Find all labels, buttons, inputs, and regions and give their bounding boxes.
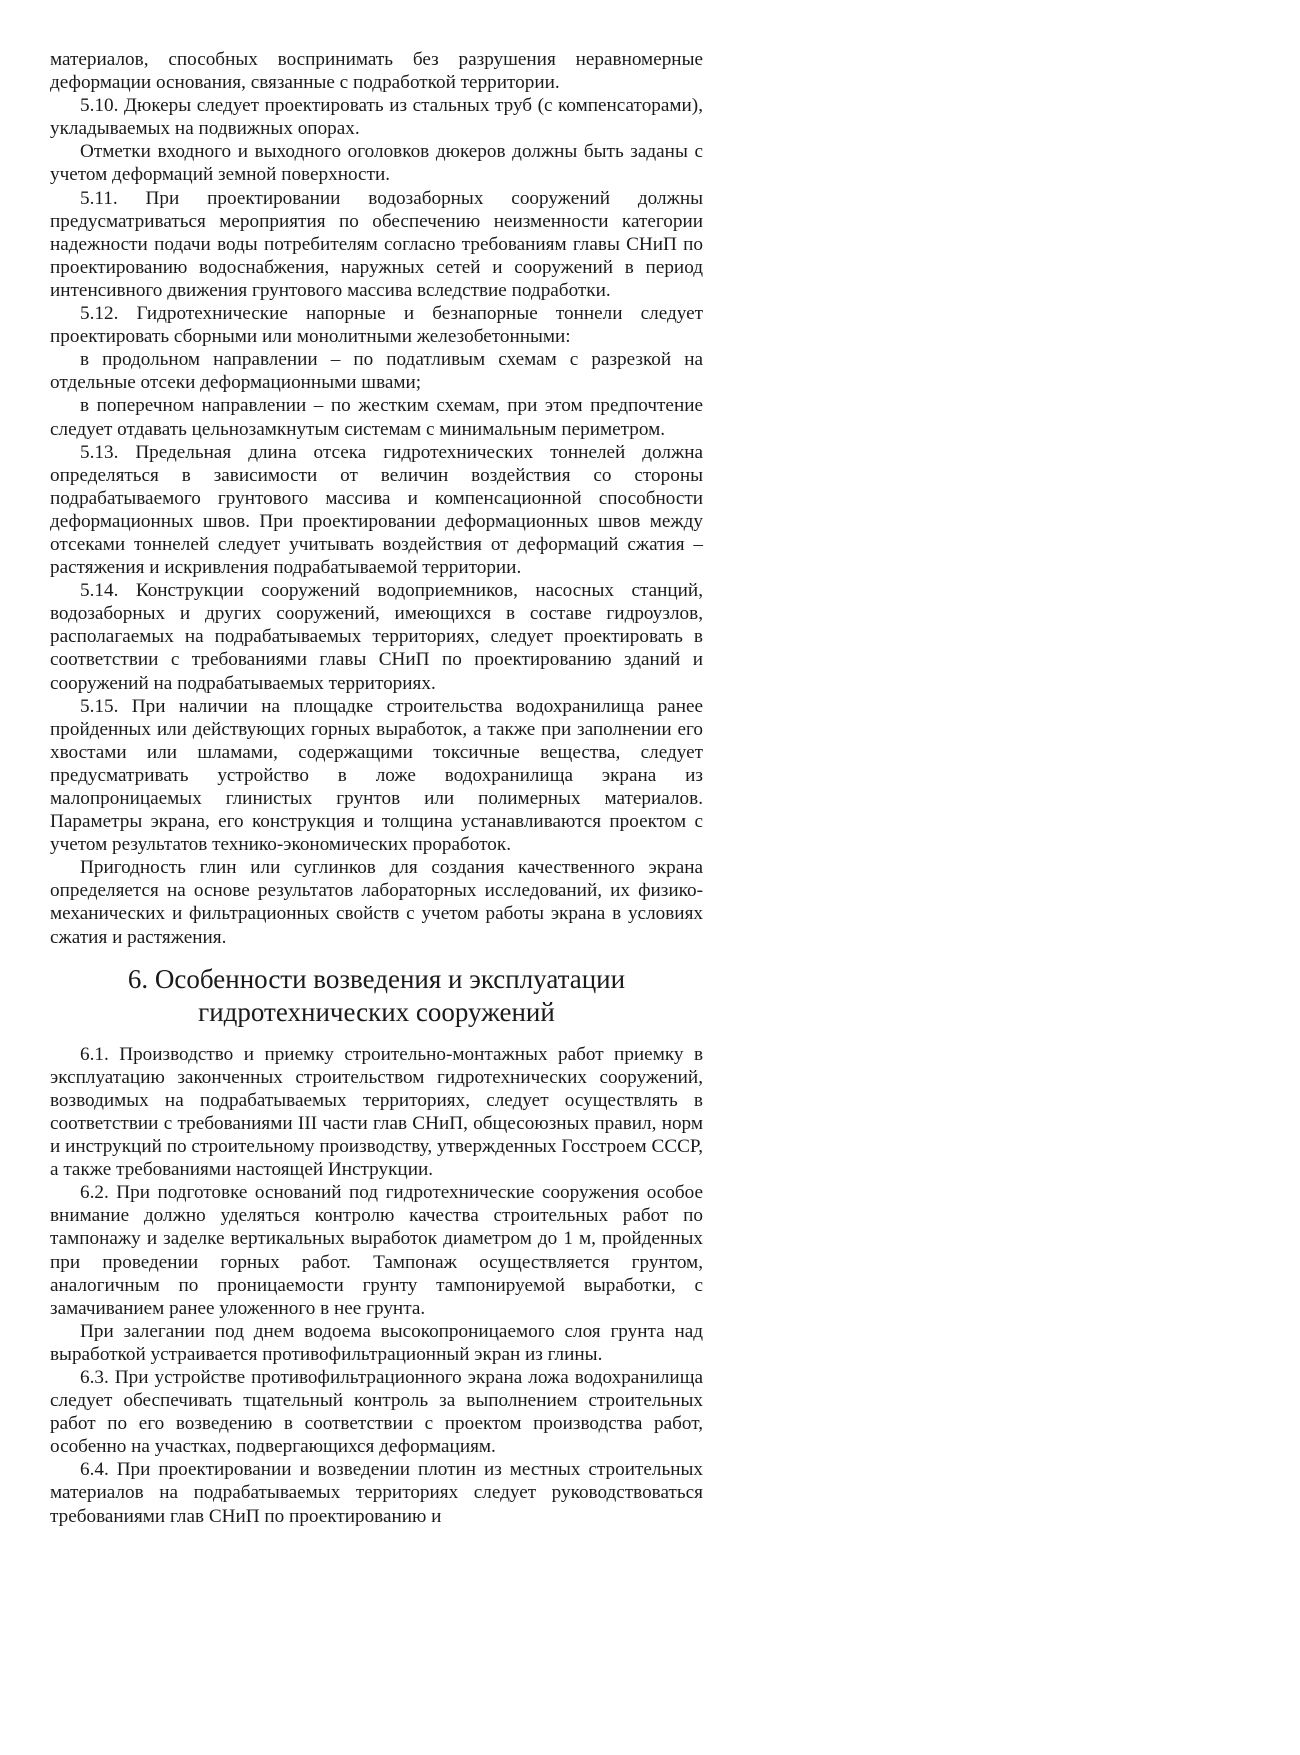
document-page <box>50 48 703 1528</box>
section-6-heading <box>50 963 703 1029</box>
paragraph: в продольном направлении – по податливым схемам с разрезкой на отдельные отсеки деформационными швами; <box>50 349 703 394</box>
paragraph: в поперечном направлении – по жестким схемам, при этом предпочтение следует отдавать цельнозамкнутым системам с минимальным периметром. <box>50 395 703 440</box>
paragraph: материалов, способных воспринимать без разрушения неравномерные деформации основания, связанные с подработкой территории. <box>50 49 703 94</box>
paragraph: 5.12. Гидротехнические напорные и безнапорные тоннели следует проектировать сборными или монолитными железобетонными: <box>50 303 703 348</box>
paragraph: 5.11. При проектировании водозаборных сооружений должны предусматриваться мероприятия по обеспечению неизменности категории надежности подачи воды потребителям согласно требованиям главы СНиП по проектированию водоснабжения, наружных сетей и сооружений в период интенсивного движения грунтового массива вследствие подработки. <box>50 187 703 301</box>
paragraph: 6.4. При проектировании и возведении плотин из местных строительных материалов на подрабатываемых территориях следует руководствоваться требованиями глав СНиП по проектированию и <box>50 1459 703 1527</box>
section-heading-line-2: гидротехнических сооружений <box>198 996 555 1027</box>
paragraph: 6.1. Производство и приемку строительно-монтажных работ приемку в эксплуатацию законченных строительством гидротехнических сооружений, возводимых на подрабатываемых территориях, следует осуществлять в соответствии с требованиями III части глав СНиП, общесоюзных правил, норм и инструкций по строительному производству, утвержденных Госстроем СССР, а также требованиями настоящей Инструкции. <box>50 1043 703 1181</box>
section-5-text <box>50 48 703 949</box>
paragraph: Пригодность глин или суглинков для создания качественного экрана определяется на основе результатов лабораторных исследований, их физико-механических и фильтрационных свойств с учетом работы экрана в условиях сжатия и растяжения. <box>50 857 703 948</box>
section-heading-line-1: 6. Особенности возведения и эксплуатации <box>127 963 626 994</box>
paragraph: 5.15. При наличии на площадке строительства водохранилища ранее пройденных или действующих горных выработок, а также при заполнении его хвостами или шламами, содержащими токсичные вещества, следует предусматривать устройство в ложе водохранилища экрана из малопроницаемых глинистых грунтов или полимерных материалов. Параметры экрана, его конструкция и толщина устанавливаются проектом с учетом результатов технико-экономических проработок. <box>50 695 703 856</box>
section-6-text <box>50 1043 703 1528</box>
paragraph: 6.3. При устройстве противофильтрационного экрана ложа водохранилища следует обеспечивать тщательный контроль за выполнением строительных работ по его возведению в соответствии с проектом производства работ, особенно на участках, подвергающихся деформациям. <box>50 1366 703 1458</box>
paragraph: 5.13. Предельная длина отсека гидротехнических тоннелей должна определяться в зависимости от величин воздействия со стороны подрабатываемого грунтового массива и компенсационной способности деформационных швов. При проектировании деформационных швов между отсеками тоннелей следует учитывать воздействия от деформаций сжатия – растяжения и искривления подрабатываемой территории. <box>50 441 703 579</box>
paragraph: При залегании под днем водоема высокопроницаемого слоя грунта над выработкой устраивается противофильтрационный экран из глины. <box>50 1320 703 1365</box>
paragraph: 5.14. Конструкции сооружений водоприемников, насосных станций, водозаборных и других сооружений, имеющихся в составе гидроузлов, располагаемых на подрабатываемых территориях, следует проектировать в соответствии с требованиями главы СНиП по проектированию зданий и сооружений на подрабатываемых территориях. <box>50 580 703 694</box>
paragraph: Отметки входного и выходного оголовков дюкеров должны быть заданы с учетом деформаций земной поверхности. <box>50 141 703 186</box>
paragraph: 6.2. При подготовке оснований под гидротехнические сооружения особое внимание должно уделяться контролю качества строительных работ по тампонажу и заделке вертикальных выработок диаметром до 1 м, пройденных при проведении горных работ. Тампонаж осуществляется грунтом, аналогичным по проницаемости грунту тампонируемой выработки, с замачиванием ранее уложенного в нее грунта. <box>50 1182 703 1319</box>
paragraph: 5.10. Дюкеры следует проектировать из стальных труб (с компенсаторами), укладываемых на подвижных опорах. <box>50 95 703 140</box>
